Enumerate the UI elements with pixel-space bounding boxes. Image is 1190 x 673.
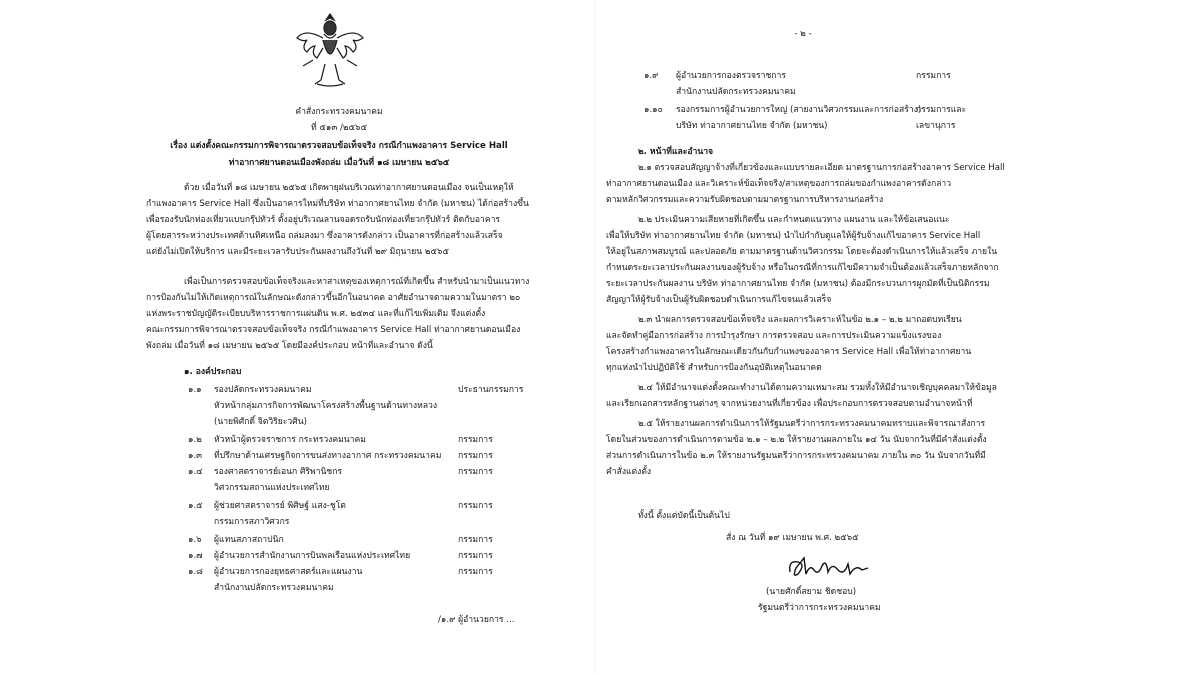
text-line: โครงสร้างกำแพงอาคารในลักษณะเดียวกันกับกำแพงของอาคาร Service Hall เพื่อให้ท่าอากาศยาน bbox=[606, 347, 972, 357]
text-line: เพื่อรองรับนักท่องเที่ยวแบบกรุ๊ปทัวร์ ตั้งอยู่บริเวณลานจอดรถรับนักท่องเที่ยวกรุ๊ปทัวร์ ติดกับอาคาร bbox=[146, 215, 501, 225]
text-line: ท่าอากาศยานดอนเมือง และวิเคราะห์ข้อเท็จจริง/สาเหตุของการถล่มของกำแพงอาคารดังกล่าว bbox=[606, 179, 952, 189]
signature-image bbox=[784, 550, 874, 584]
item-number: ๑.๓ bbox=[188, 451, 203, 461]
text-line: แต่ยังไม่เปิดให้บริการ และมีระยะเวลารับประกันผลงานถึงวันที่ ๒๙ มิถุนายน ๒๕๖๕ bbox=[146, 247, 450, 257]
member-line: หัวหน้ากลุ่มภารกิจการพัฒนาโครงสร้างพื้นฐานด้านทางหลวง bbox=[214, 401, 438, 411]
text-line: โดยในส่วนของการดำเนินการตามข้อ ๒.๑ – ๒.๒ ให้รายงานผลภายใน ๑๔ วัน นับจากวันที่มีคำสั่งแต่งตั้ง bbox=[606, 435, 987, 445]
item-number: ๑.๔ bbox=[188, 467, 203, 477]
signer-title: รัฐมนตรีว่าการกระทรวงคมนาคม bbox=[758, 603, 881, 613]
member-line: กรรมการสภาวิศวกร bbox=[214, 517, 290, 527]
member-role: กรรมการ bbox=[916, 71, 951, 81]
signer-name: (นายศักดิ์สยาม ชิดชอบ) bbox=[766, 587, 857, 597]
text-line: ส่วนการดำเนินการในข้อ ๒.๓ ให้รายงานรัฐมนตรีว่าการกระทรวงคมนาคม ภายใน ๓๐ วัน นับจากวันที่มี bbox=[606, 451, 986, 461]
text-line: ๒.๓ นำผลการตรวจสอบข้อเท็จจริง และผลการวิเคราะห์ในข้อ ๒.๑ – ๒.๒ มาถอดบทเรียน bbox=[638, 315, 962, 325]
member-role: กรรมการ bbox=[458, 435, 493, 445]
item-number: ๑.๑ bbox=[188, 385, 202, 395]
page-number: - ๒ - bbox=[794, 29, 812, 39]
member-line: ผู้อำนวยการสำนักงานการบินพลเรือนแห่งประเทศไทย bbox=[214, 551, 411, 561]
member-line: ผู้ช่วยศาสตราจารย์ พิศิษฐ์ แสง-ชูโต bbox=[214, 501, 346, 511]
item-number: ๑.๘ bbox=[188, 567, 203, 577]
garuda-emblem-icon bbox=[293, 8, 367, 90]
order-date: สั่ง ณ วันที่ ๑๙ เมษายน พ.ศ. ๒๕๖๕ bbox=[726, 533, 859, 543]
member-role: กรรมการ bbox=[458, 535, 493, 545]
member-line: ผู้แทนสภาสถาปนิก bbox=[214, 535, 284, 545]
text-line: และเรียกเอกสารหลักฐานต่างๆ จากหน่วยงานที่เกี่ยวข้อง เพื่อประกอบการตรวจสอบตามอำนาจหน้าที่ bbox=[606, 399, 973, 409]
member-line: สำนักงานปลัดกระทรวงคมนาคม bbox=[676, 87, 796, 97]
text-line: พังถล่ม เมื่อวันที่ ๑๘ เมษายน ๒๕๖๕ โดยมีองค์ประกอบ หน้าที่และอำนาจ ดังนี้ bbox=[146, 341, 433, 351]
member-line: บริษัท ท่าอากาศยานไทย จำกัด (มหาชน) bbox=[676, 121, 828, 131]
member-line: วิศวกรรมสถานแห่งประเทศไทย bbox=[214, 483, 330, 493]
member-line: ผู้อำนวยการกองยุทธศาสตร์และแผนงาน bbox=[214, 567, 363, 577]
text-line: สัญญาให้ผู้รับจ้างเป็นผู้รับผิดชอบดำเนินการแก้ไขจนแล้วเสร็จ bbox=[606, 295, 832, 305]
item-number: ๑.๕ bbox=[188, 501, 203, 511]
item-number: ๑.๒ bbox=[188, 435, 202, 445]
text-line: ๒.๔ ให้มีอำนาจแต่งตั้งคณะทำงานได้ตามความเหมาะสม รวมทั้งให้มีอำนาจเชิญบุคคลมาให้ข้อมูล bbox=[638, 383, 997, 393]
member-role: เลขานุการ bbox=[916, 121, 956, 131]
member-line: ผู้อำนวยการกองตรวจราชการ bbox=[676, 71, 786, 81]
member-line: รองศาสตราจารย์เอนก ศิริพานิชกร bbox=[214, 467, 343, 477]
order-title: คำสั่งกระทรวงคมนาคม bbox=[295, 107, 383, 117]
text-line: กำแพงอาคาร Service Hall ซึ่งเป็นอาคารใหม่ที่บริษัท ท่าอากาศยานไทย จำกัด (มหาชน) ได้ก่อสร้างขึ้น bbox=[146, 199, 529, 209]
member-line: หัวหน้าผู้ตรวจราชการ กระทรวงคมนาคม bbox=[214, 435, 366, 445]
text-line: ๒.๑ ตรวจสอบสัญญาจ้างที่เกี่ยวข้องและแบบรายละเอียด มาตรฐานการก่อสร้างอาคาร Service Hall bbox=[638, 163, 1005, 173]
text-line: ให้อยู่ในสภาพสมบูรณ์ และปลอดภัย ตามมาตรฐานด้านวิศวกรรม โดยจะต้องดำเนินการให้แล้วเสร็จ ภายใน bbox=[606, 247, 998, 257]
member-line: สำนักงานปลัดกระทรวงคมนาคม bbox=[214, 583, 334, 593]
text-line: ตามหลักวิศวกรรมและความรับผิดชอบตามมาตรฐานการบริหารงานก่อสร้าง bbox=[606, 195, 884, 205]
order-number: ที่ ๕๑๓ /๒๕๖๕ bbox=[311, 123, 367, 133]
item-number: ๑.๑๐ bbox=[644, 105, 663, 115]
member-role: กรรมการ bbox=[458, 501, 493, 511]
member-role: กรรมการ bbox=[458, 467, 493, 477]
member-role: กรรมการและ bbox=[916, 105, 967, 115]
text-line: ด้วย เมื่อวันที่ ๑๘ เมษายน ๒๕๖๕ เกิดพายุฝนบริเวณท่าอากาศยานดอนเมือง จนเป็นเหตุให้ bbox=[184, 183, 514, 193]
document-page-2 bbox=[598, 0, 1008, 673]
member-role: กรรมการ bbox=[458, 567, 493, 577]
text-line: ๒.๒ ประเมินความเสียหายที่เกิดขึ้น และกำหนดแนวทาง แผนงาน และให้ข้อเสนอแนะ bbox=[638, 215, 950, 225]
page-gap bbox=[594, 0, 595, 673]
text-line: แห่งพระราชบัญญัติระเบียบบริหารราชการแผ่นดิน พ.ศ. ๒๕๓๔ และที่แก้ไขเพิ่มเติม จึงแต่งตั้ง bbox=[146, 309, 486, 319]
item-number: ๑.๙ bbox=[644, 71, 659, 81]
member-line: รองกรรมการผู้อำนวยการใหญ่ (สายงานวิศวกรรมและการก่อสร้าง) bbox=[676, 105, 922, 115]
text-line: ทุกแห่งนำไปปฏิบัติใช้ สำหรับการป้องกันอุบัติเหตุในอนาคต bbox=[606, 363, 822, 373]
section-heading-duties: ๒. หน้าที่และอำนาจ bbox=[638, 147, 714, 157]
continued-marker: /๑.๙ ผู้อำนวยการ ... bbox=[438, 615, 515, 625]
section-heading-composition: ๑. องค์ประกอบ bbox=[184, 367, 242, 377]
effective-statement: ทั้งนี้ ตั้งแต่บัดนี้เป็นต้นไป bbox=[638, 511, 730, 521]
text-line: การป้องกันไม่ให้เกิดเหตุการณ์ในลักษณะดังกล่าวขึ้นอีกในอนาคต อาศัยอำนาจตามความในมาตรา ๒๐ bbox=[146, 293, 521, 303]
subject-line-1: เรื่อง แต่งตั้งคณะกรรมการพิจารณาตรวจสอบข้อเท็จจริง กรณีกำแพงอาคาร Service Hall bbox=[170, 141, 508, 151]
text-line: กำหนดระยะเวลาประกันผลงานของผู้รับจ้าง หรือในกรณีที่การแก้ไขมีความจำเป็นต้องแล้วเสร็จภายหลักจาก bbox=[606, 263, 999, 273]
text-line: คณะกรรมการพิจารณาตรวจสอบข้อเท็จจริง กรณีกำแพงอาคาร Service Hall ท่าอากาศยานดอนเมือง bbox=[146, 325, 521, 335]
subject-line-2: ท่าอากาศยานดอนเมืองพังถล่ม เมื่อวันที่ ๑๘ เมษายน ๒๕๖๕ bbox=[228, 158, 450, 168]
text-line: และจัดทำคู่มือการก่อสร้าง การบำรุงรักษา การตรวจสอบ และการประเมินความแข็งแรงของ bbox=[606, 331, 942, 341]
text-line: เพื่อให้บริษัท ท่าอากาศยานไทย จำกัด (มหาชน) นำไปกำกับดูแลให้ผู้รับจ้างแก้ไขอาคาร Service Hall bbox=[606, 231, 981, 241]
text-line: ผู้โดยสารระหว่างประเทศด้านทิศเหนือ ถล่มลงมา ซึ่งอาคารดังกล่าว เป็นอาคารที่ก่อสร้างแล้วเสร็จ bbox=[146, 231, 503, 241]
text-line: คำสั่งแต่งตั้ง bbox=[606, 467, 652, 477]
member-line: รองปลัดกระทรวงคมนาคม bbox=[214, 385, 312, 395]
member-line: ที่ปรึกษาด้านเศรษฐกิจการขนส่งทางอากาศ กระทรวงคมนาคม bbox=[214, 451, 442, 461]
text-line: ๒.๕ ให้รายงานผลการดำเนินการให้รัฐมนตรีว่าการกระทรวงคมนาคมทราบและพิจารณาสั่งการ bbox=[638, 419, 986, 429]
member-role: กรรมการ bbox=[458, 551, 493, 561]
item-number: ๑.๗ bbox=[188, 551, 203, 561]
member-role: ประธานกรรมการ bbox=[458, 385, 524, 395]
document-page-1 bbox=[88, 0, 590, 673]
member-role: กรรมการ bbox=[458, 451, 493, 461]
text-line: ระยะเวลาประกันผลงาน บริษัท ท่าอากาศยานไทย จำกัด (มหาชน) ต้องมีกระบวนการผูกมัดที่เป็นนิติกรรม bbox=[606, 279, 990, 289]
text-line: เพื่อเป็นการตรวจสอบข้อเท็จจริงและหาสาเหตุของเหตุการณ์ที่เกิดขึ้น สำหรับนำมาเป็นแนวทาง bbox=[184, 277, 530, 287]
member-line: (นายพิศักดิ์ จิตวิริยะวศิน) bbox=[214, 417, 307, 427]
item-number: ๑.๖ bbox=[188, 535, 202, 545]
